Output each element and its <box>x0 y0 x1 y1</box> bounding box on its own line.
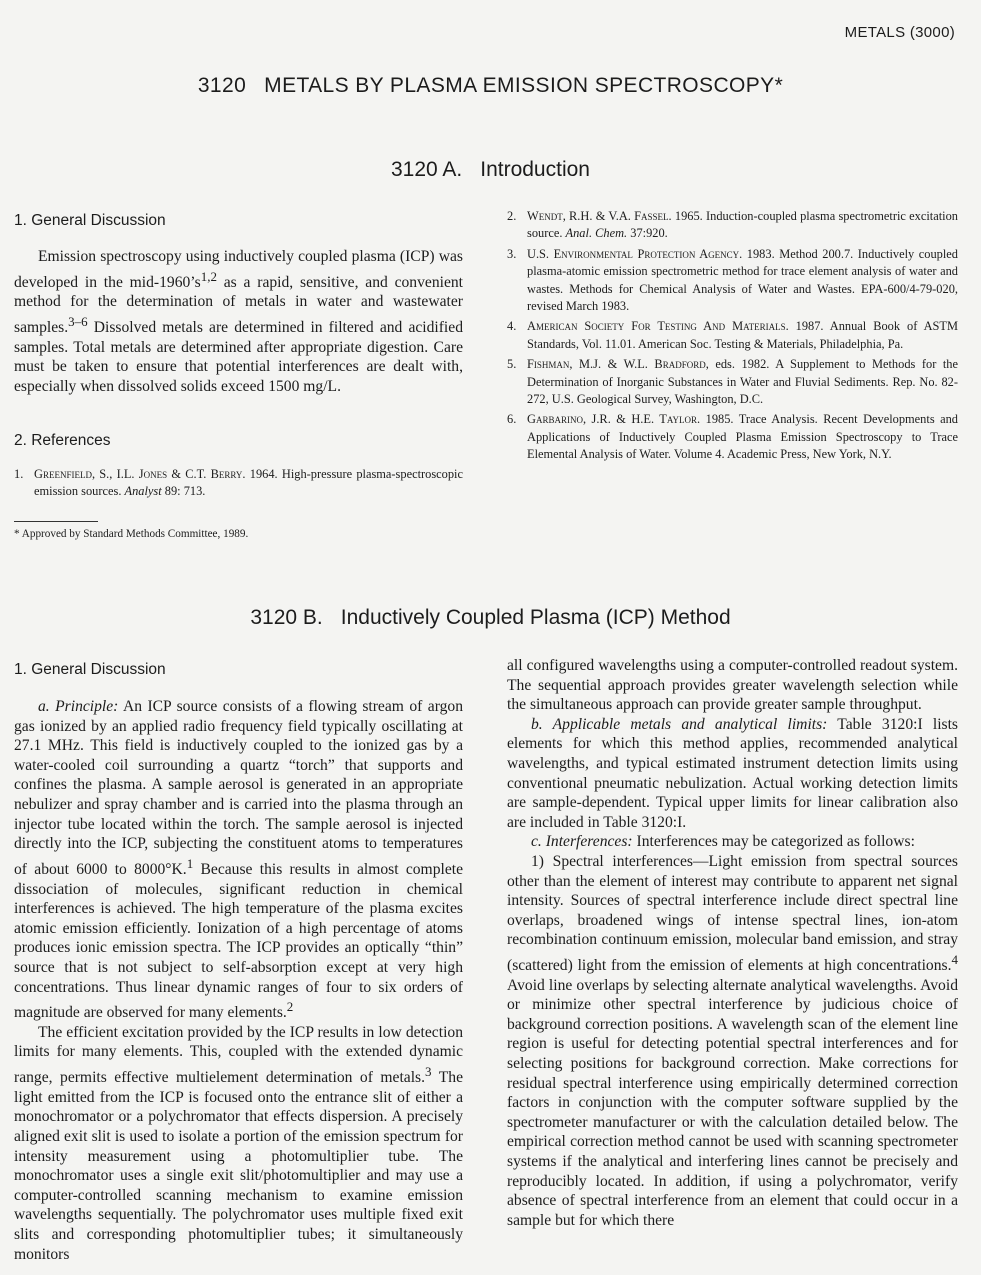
chapter-number: 3120 <box>197 74 247 97</box>
reference-item: 3. U.S. Environmental Protection Agency. 1983. Method 200.7. Inductively coupled plasma-atomic emission spectrometric method for trace element analysis of water and wastes. Methods for Chemical Analysis of Water and Wastes. EPA-600/4-79-020, revised March 1983. <box>507 246 958 314</box>
running-header: METALS (3000) <box>844 24 955 41</box>
section-b-title-text: Inductively Coupled Plasma (ICP) Method <box>340 606 731 629</box>
section-a-references-heading: 2. References <box>14 432 111 449</box>
section-a-general-text <box>14 247 463 397</box>
applicable-metals-paragraph: b. Applicable metals and analytical limits: Table 3120:I lists elements for which this method applies, recommended analytical wavelengths, and typical estimated instrument detection limits using conventional pneumatic nebulization. Actual working detection limits are sample-dependent. Typical upper limits for linear calibration also are included in Table 3120:I. <box>507 715 958 831</box>
section-b-right-column <box>507 656 958 1230</box>
interferences-paragraph: c. Interferences: Interferences may be categorized as follows: <box>531 833 915 851</box>
reference-item: 5. Fishman, M.J. & W.L. Bradford, eds. 1982. A Supplement to Methods for the Determination of Inorganic Substances in Water and Fluvial Sediments. Rep. No. 82-272, U.S. Geological Survey, Washington, D.C. <box>507 357 959 407</box>
reference-list-left <box>14 466 463 504</box>
footnote: * Approved by Standard Methods Committee, 1989. <box>14 528 249 540</box>
continued-paragraph: all configured wavelengths using a computer-controlled readout system. The sequential approach provides greater wavelength selection while the simultaneous approach can provide greater sample throughput. <box>507 657 958 714</box>
section-a-title-text: Introduction <box>480 158 590 181</box>
section-b-general-heading: 1. General Discussion <box>14 661 166 678</box>
section-b-left-column <box>14 697 463 1264</box>
chapter-title-text: METALS BY PLASMA EMISSION SPECTROSCOPY* <box>264 74 784 97</box>
footnote-divider <box>14 521 98 522</box>
reference-item: 2. Wendt, R.H. & V.A. Fassel. 1965. Induction-coupled plasma spectrometric excitation source. Anal. Chem. 37:920. <box>507 209 958 241</box>
section-b-title <box>0 606 981 630</box>
section-a-general-heading: 1. General Discussion <box>14 212 166 229</box>
section-a-title <box>0 158 981 182</box>
principle-paragraph: a. Principle: An ICP source consists of a flowing stream of argon gas ionized by an applied radio frequency field typically oscillating at 27.1 MHz. This field is inductively coupled to the ionized gas by a water-cooled coil surrounding a quartz “torch” that supports and confines the plasma. A sample aerosol is generated in an appropriate nebulizer and spray chamber and is carried into the plasma through an injector tube located within the torch. The sample aerosol is injected directly into the ICP, subjecting the constituent atoms to temperatures of about 6000 to 8000°K.$^1$ Because this results in almost complete dissociation of molecules, significant reduction in chemical interferences is achieved. The high temperature of the plasma excites atomic emission efficiently. Ionization of a high percentage of atoms produces ionic emission spectra. The ICP provides an optically “thin” source that is not subject to self-absorption except at very high concentrations. Thus linear dynamic ranges of four to six orders of magnitude are observed for many elements.$^2$ <box>14 698 463 1022</box>
reference-item: 6. Garbarino, J.R. & H.E. Taylor. 1985. Trace Analysis. Recent Developments and Applications of Inductively Coupled Plasma Emission Spectroscopy to Trace Elemental Analysis of Water. Volume 4. Academic Press, New York, N.Y. <box>507 412 958 462</box>
spectral-interferences-paragraph: 1) Spectral interferences—Light emission from spectral sources other than the element of interest may contribute to apparent net signal intensity. Sources of spectral interference include direct spectral line overlaps, broadened wings of intense spectral lines, ion-atom recombination continuum emission, molecular band emission, and stray (scattered) light from the emission of elements at high concentrations.$^4$ Avoid line overlaps by selecting alternate analytical wavelengths. Avoid or minimize other spectral interference by judicious choice of background correction positions. A wavelength scan of the element line region is useful for detecting potential spectral interferences and for selecting positions for background correction. Make corrections for residual spectral interference using empirically determined correction factors in conjunction with the computer software supplied by the spectrometer manufacturer or with the calculation detailed below. The empirical correction method cannot be used with scanning spectrometer systems if the analytical and interfering lines cannot be precisely and reproducibly located. In addition, if using a polychromator, verify absence of spectral interference from an element that could occur in a sample but for which there <box>507 852 958 1229</box>
reference-item: 4. American Society For Testing And Materials. 1987. Annual Book of ASTM Standards, Vol. 11.01. American Soc. Testing & Materials, Philadelphia, Pa. <box>507 319 959 351</box>
section-a-number: 3120 A. <box>391 158 463 181</box>
reference-list-right <box>507 208 958 467</box>
efficient-excitation-paragraph: The efficient excitation provided by the ICP results in low detection limits for many elements. This, coupled with the extended dynamic range, permits effective multielement determination of metals.$^3$ The light emitted from the ICP is focused onto the entrance slit of either a monochromator or a polychromator that effects dispersion. A precisely aligned exit slit is used to isolate a portion of the emission spectrum for intensity measurement using a photomultiplier tube. The monochromator uses a single exit slit/photomultiplier and may use a computer-controlled scanning mechanism to examine emission wavelengths sequentially. The polychromator uses multiple fixed exit slits and corresponding photomultiplier tubes; it simultaneously monitors <box>14 1023 463 1263</box>
section-b-number: 3120 B. <box>250 606 323 629</box>
paragraph: Emission spectroscopy using inductively coupled plasma (ICP) was developed in the mid-$1960’s^{1,2}$ as a rapid, sensitive, and convenient method for the determination of metals in water and wastewater samples.$^{3-6}$ Dissolved metals are determined in filtered and acidified samples. Total metals are determined after appropriate digestion. Care must be taken to ensure that potential interferences are dealt with, especially when dissolved solids exceed 1500 mg/L. <box>14 248 463 395</box>
reference-item: 1. Greenfield, S., I.L. Jones & C.T. Berry. 1964. High-pressure plasma-spectroscopic emission sources. Analyst 89: 713. <box>14 467 463 499</box>
chapter-title <box>0 74 981 98</box>
